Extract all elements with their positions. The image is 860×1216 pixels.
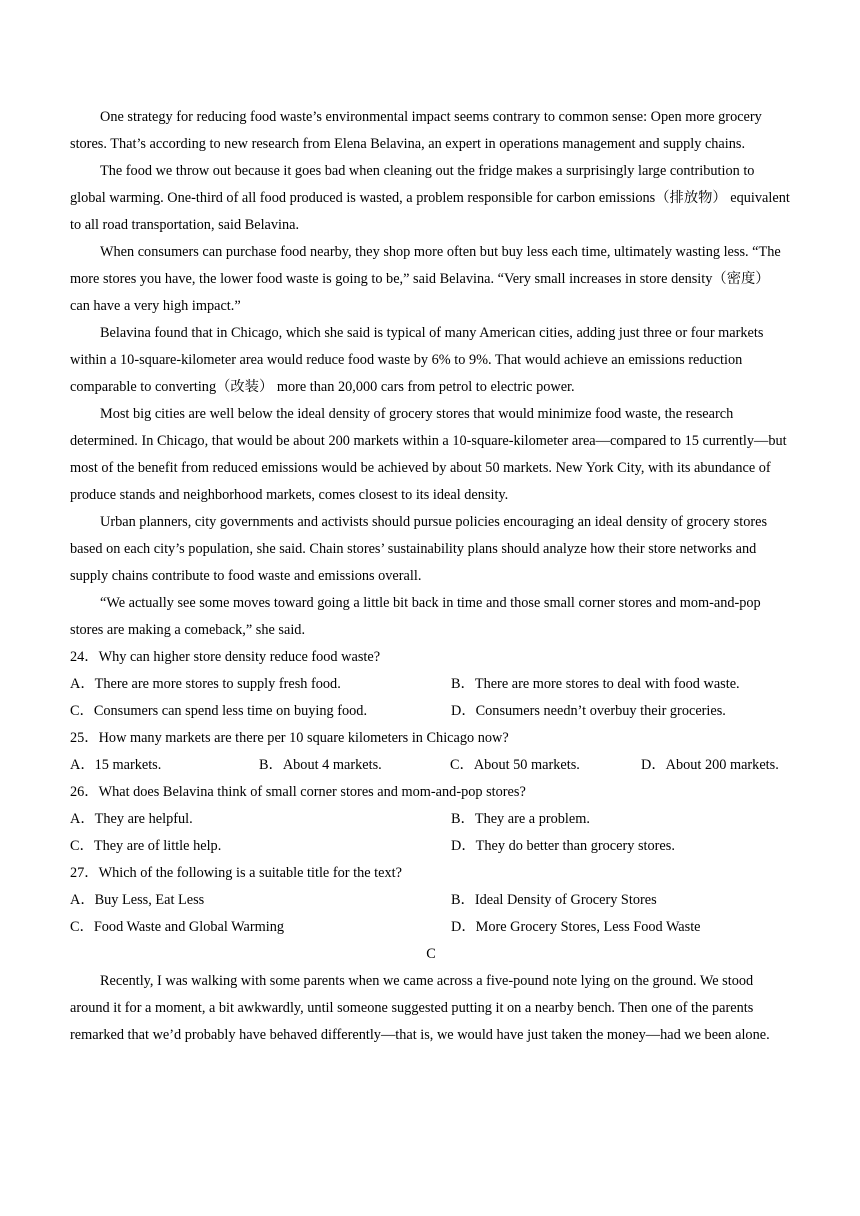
- paragraph: Urban planners, city governments and activists should pursue policies encouraging an ideal density of grocery stores based on each city’s population, she said. Chain stores’ sustainability plans should analyze how their store networks and supply chains contribute to food waste and emissions overall.: [70, 514, 768, 584]
- option-d: D．They do better than grocery stores.: [451, 838, 675, 854]
- option-c: C．They are of little help.: [70, 838, 222, 854]
- question-stem: 25．How many markets are there per 10 square kilometers in Chicago now?: [70, 730, 509, 746]
- document-page: [70, 104, 792, 1049]
- question-27: [70, 860, 792, 941]
- passage-c: [70, 941, 792, 1049]
- option-d: D．Consumers needn’t overbuy their groceries.: [451, 703, 726, 719]
- passage-b: [70, 104, 792, 644]
- option-b: B．Ideal Density of Grocery Stores: [451, 892, 657, 908]
- option-a: A．They are helpful.: [70, 811, 193, 827]
- option-c: C．Food Waste and Global Warming: [70, 919, 284, 935]
- paragraph: Belavina found that in Chicago, which she said is typical of many American cities, adding just three or four markets within a 10-square-kilometer area would reduce food waste by 6% to 9%. That would achieve an emissions reduction comparable to converting（改装） more than 20,000 cars from petrol to electric power.: [70, 325, 764, 395]
- option-b: B．About 4 markets.: [259, 757, 382, 773]
- option-d: D．More Grocery Stores, Less Food Waste: [451, 919, 701, 935]
- answer-options: [70, 887, 792, 941]
- answer-options: [70, 752, 792, 779]
- section-heading: C: [426, 946, 436, 962]
- option-c: C．About 50 markets.: [450, 757, 580, 773]
- question-26: [70, 779, 792, 860]
- option-d: D．About 200 markets.: [641, 757, 779, 773]
- option-b: B．There are more stores to deal with food waste.: [451, 676, 740, 692]
- question-stem: 26．What does Belavina think of small corner stores and mom-and-pop stores?: [70, 784, 526, 800]
- paragraph: “We actually see some moves toward going a little bit back in time and those small corner stores and mom-and-pop stores are making a comeback,” she said.: [70, 595, 761, 638]
- answer-options: [70, 806, 792, 860]
- paragraph: One strategy for reducing food waste’s environmental impact seems contrary to common sense: Open more grocery stores. That’s according to new research from Elena Belavina, an expert in operations management and supply chains.: [70, 109, 762, 152]
- question-24: [70, 644, 792, 725]
- answer-options: [70, 671, 792, 725]
- paragraph: The food we throw out because it goes bad when cleaning out the fridge makes a surprisingly large contribution to global warming. One-third of all food produced is wasted, a problem responsible for carbon emissions（排放物） equivalent to all road transportation, said Belavina.: [70, 163, 790, 233]
- paragraph: When consumers can purchase food nearby, they shop more often but buy less each time, ultimately wasting less. “The more stores you have, the lower food waste is going to be,” said Belavina. “Very small increases in store density（密度） can have a very high impact.”: [70, 244, 781, 314]
- question-stem: 27．Which of the following is a suitable title for the text?: [70, 865, 402, 881]
- paragraph: Recently, I was walking with some parents when we came across a five-pound note lying on the ground. We stood around it for a moment, a bit awkwardly, until someone suggested putting it on a nearby bench. Then one of the parents remarked that we’d probably have behaved differently—that is, we would have just taken the money—had we been alone.: [70, 973, 770, 1043]
- option-a: A．Buy Less, Eat Less: [70, 892, 205, 908]
- paragraph: Most big cities are well below the ideal density of grocery stores that would minimize food waste, the research determined. In Chicago, that would be about 200 markets within a 10-square-kilometer area—compared to 15 currently—but most of the benefit from reduced emissions would be achieved by about 50 markets. New York City, with its abundance of produce stands and neighborhood markets, comes closest to its ideal density.: [70, 406, 787, 503]
- option-b: B．They are a problem.: [451, 811, 590, 827]
- question-stem: 24．Why can higher store density reduce food waste?: [70, 649, 381, 665]
- option-a: A．There are more stores to supply fresh food.: [70, 676, 341, 692]
- question-25: [70, 725, 792, 779]
- option-c: C．Consumers can spend less time on buying food.: [70, 703, 368, 719]
- option-a: A．15 markets.: [70, 757, 162, 773]
